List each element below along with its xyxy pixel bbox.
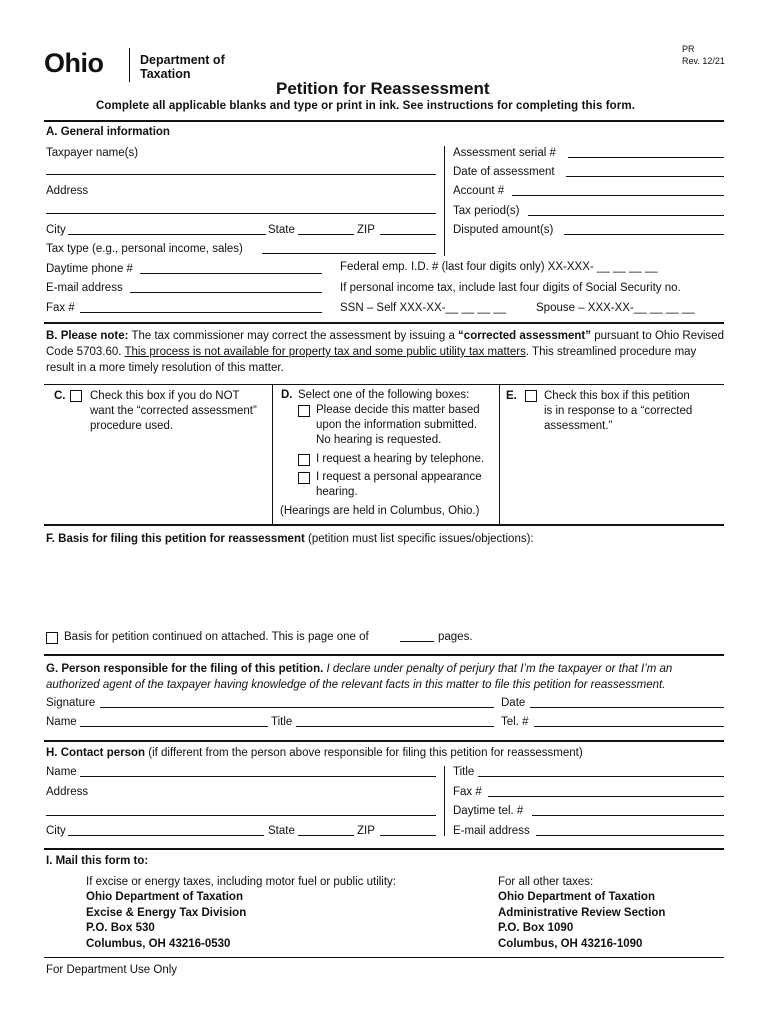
section-d-opt2: I request a hearing by telephone.: [316, 453, 485, 465]
date-of-assessment-field[interactable]: [566, 176, 724, 177]
tax-periods-field[interactable]: [528, 215, 724, 216]
federal-emp-id[interactable]: Federal emp. I.D. # (last four digits only) XX-XXX- __ __ __ __: [340, 261, 658, 273]
section-a-heading: A. General information: [46, 126, 170, 138]
ssn-spouse[interactable]: Spouse – XXX-XX-__ __ __ __: [536, 302, 695, 314]
assessment-serial-label: Assessment serial #: [453, 147, 556, 159]
logo-divider: [129, 48, 130, 82]
disputed-amounts-label: Disputed amount(s): [453, 224, 554, 236]
section-d-checkbox-decide[interactable]: [298, 405, 310, 417]
rule-g-h: [44, 740, 724, 742]
h-city-field[interactable]: [68, 835, 264, 836]
section-d-label: D.: [281, 389, 293, 401]
tax-periods-label: Tax period(s): [453, 205, 520, 217]
section-b-note: B. Please note: The tax commissioner may correct the assessment by issuing a “corrected assessment” pursuant to Ohio Revised Code 5703.60. This process is not available for property tax and some public utility tax matters. This streamlined procedure may result in a more timely resolution of this matter.: [46, 330, 724, 374]
disputed-amounts-field[interactable]: [564, 234, 724, 235]
g-title-label: Title: [271, 716, 293, 728]
h-daytime-tel-field[interactable]: [532, 815, 724, 816]
dept-line2: Taxation: [140, 67, 191, 81]
mail-right-line1: Ohio Department of Taxation: [498, 891, 655, 903]
h-address-label: Address: [46, 786, 89, 798]
taxpayer-names-field[interactable]: [46, 174, 436, 175]
mail-left-line4: Columbus, OH 43216-0530: [86, 938, 231, 950]
h-zip-label: ZIP: [357, 825, 375, 837]
h-address-field[interactable]: [46, 815, 436, 816]
department-use-only: For Department Use Only: [46, 964, 178, 976]
section-g-declaration: G. Person responsible for the filing of this petition. I declare under penalty of perjury that I’m the taxpayer or that I’m an authorized agent of the taxpayer having knowledge of the relevant facts in this matter to file this petition for reassessment.: [46, 663, 673, 691]
signature-label: Signature: [46, 697, 96, 709]
h-fax-label: Fax #: [453, 786, 482, 798]
tax-type-label: Tax type (e.g., personal income, sales): [46, 243, 243, 255]
section-f-heading: F. Basis for filing this petition for reassessment (petition must list specific issues/objections):: [46, 533, 534, 545]
section-d-opt1-2: upon the information submitted.: [316, 419, 478, 431]
state-field[interactable]: [298, 234, 354, 235]
rule-cde-bottom: [44, 524, 724, 526]
cde-divider-2: [499, 384, 500, 524]
section-f-page-count-field[interactable]: [400, 641, 434, 642]
section-e-checkbox[interactable]: [525, 390, 537, 402]
daytime-phone-field[interactable]: [140, 273, 322, 274]
h-name-field[interactable]: [80, 776, 436, 777]
g-name-label: Name: [46, 716, 77, 728]
date-label: Date: [501, 697, 526, 709]
section-f-continued-text: Basis for petition continued on attached. This is page one of: [64, 631, 369, 643]
dept-line1: Department of: [140, 53, 225, 67]
g-title-field[interactable]: [296, 726, 494, 727]
section-c-text-2: want the “corrected assessment”: [90, 405, 257, 417]
fax-label: Fax #: [46, 302, 75, 314]
section-e-label: E.: [506, 390, 517, 402]
h-title-label: Title: [453, 766, 475, 778]
section-e-text-3: assessment.”: [544, 420, 613, 432]
email-label: E-mail address: [46, 282, 123, 294]
h-fax-field[interactable]: [488, 796, 724, 797]
section-d-opt3-1: I request a personal appearance: [316, 471, 482, 483]
signature-field[interactable]: [100, 707, 494, 708]
city-label: City: [46, 224, 66, 236]
state-label: State: [268, 224, 295, 236]
h-daytime-tel-label: Daytime tel. #: [453, 805, 524, 817]
zip-label: ZIP: [357, 224, 375, 236]
section-d-opt1-3: No hearing is requested.: [316, 434, 442, 446]
cde-divider-1: [272, 384, 273, 524]
rule-a-b: [44, 322, 724, 324]
section-d-note: (Hearings are held in Columbus, Ohio.): [280, 505, 480, 517]
section-h-divider: [444, 766, 445, 836]
section-d-checkbox-telephone[interactable]: [298, 454, 310, 466]
section-c-text-3: procedure used.: [90, 420, 174, 432]
ssn-self[interactable]: SSN – Self XXX-XX-__ __ __ __: [340, 302, 507, 314]
form-instructions: Complete all applicable blanks and type or print in ink. See instructions for completing this form.: [96, 100, 635, 112]
mail-left-line3: P.O. Box 530: [86, 922, 155, 934]
zip-field[interactable]: [380, 234, 436, 235]
ohio-logo: Ohio: [44, 48, 104, 78]
h-city-label: City: [46, 825, 66, 837]
form-title: Petition for Reassessment: [276, 79, 490, 98]
h-email-label: E-mail address: [453, 825, 530, 837]
section-f-continued-checkbox[interactable]: [46, 632, 58, 644]
personal-income-note: If personal income tax, include last four digits of Social Security no.: [340, 282, 681, 294]
address-label: Address: [46, 185, 89, 197]
h-state-field[interactable]: [298, 835, 354, 836]
tax-type-field[interactable]: [262, 253, 436, 254]
account-field[interactable]: [512, 195, 724, 196]
section-d-opt3-2: hearing.: [316, 486, 358, 498]
address-field[interactable]: [46, 213, 436, 214]
g-tel-field[interactable]: [534, 726, 724, 727]
section-a-divider: [444, 146, 445, 256]
section-c-text-1: Check this box if you do NOT: [90, 390, 240, 402]
form-code: PR: [682, 44, 695, 54]
h-state-label: State: [268, 825, 295, 837]
account-label: Account #: [453, 185, 505, 197]
email-field[interactable]: [130, 292, 322, 293]
h-name-label: Name: [46, 766, 77, 778]
mail-left-line1: Ohio Department of Taxation: [86, 891, 243, 903]
rule-top: [44, 120, 724, 122]
h-title-field[interactable]: [478, 776, 724, 777]
assessment-serial-field[interactable]: [568, 157, 724, 158]
mail-left-line2: Excise & Energy Tax Division: [86, 907, 247, 919]
section-f-basis-area[interactable]: [46, 550, 724, 620]
form-revision: Rev. 12/21: [682, 56, 725, 66]
section-d-intro: Select one of the following boxes:: [298, 389, 470, 401]
date-field[interactable]: [530, 707, 724, 708]
rule-footer: [44, 957, 724, 958]
section-c-checkbox[interactable]: [70, 390, 82, 402]
city-field[interactable]: [68, 234, 266, 235]
rule-h-i: [44, 848, 724, 850]
g-tel-label: Tel. #: [501, 716, 529, 728]
rule-f-g: [44, 654, 724, 656]
daytime-phone-label: Daytime phone #: [46, 263, 133, 275]
section-c-label: C.: [54, 390, 66, 402]
mail-right-line2: Administrative Review Section: [498, 907, 666, 919]
mail-right-line3: P.O. Box 1090: [498, 922, 574, 934]
taxpayer-names-label: Taxpayer name(s): [46, 147, 139, 159]
section-d-opt1-1: Please decide this matter based: [316, 404, 480, 416]
date-of-assessment-label: Date of assessment: [453, 166, 555, 178]
h-zip-field[interactable]: [380, 835, 436, 836]
rule-cde-top: [44, 384, 724, 385]
section-f-pages-text: pages.: [438, 631, 473, 643]
section-e-text-1: Check this box if this petition: [544, 390, 690, 402]
fax-field[interactable]: [80, 312, 322, 313]
mail-right-intro: For all other taxes:: [498, 876, 594, 888]
section-e-text-2: is in response to a “corrected: [544, 405, 693, 417]
mail-right-line4: Columbus, OH 43216-1090: [498, 938, 643, 950]
section-h-heading: H. Contact person (if different from the person above responsible for filing this petition for reassessment): [46, 747, 583, 759]
section-i-heading: I. Mail this form to:: [46, 855, 149, 867]
mail-left-intro: If excise or energy taxes, including motor fuel or public utility:: [86, 876, 397, 888]
h-email-field[interactable]: [536, 835, 724, 836]
g-name-field[interactable]: [80, 726, 268, 727]
section-d-checkbox-appearance[interactable]: [298, 472, 310, 484]
